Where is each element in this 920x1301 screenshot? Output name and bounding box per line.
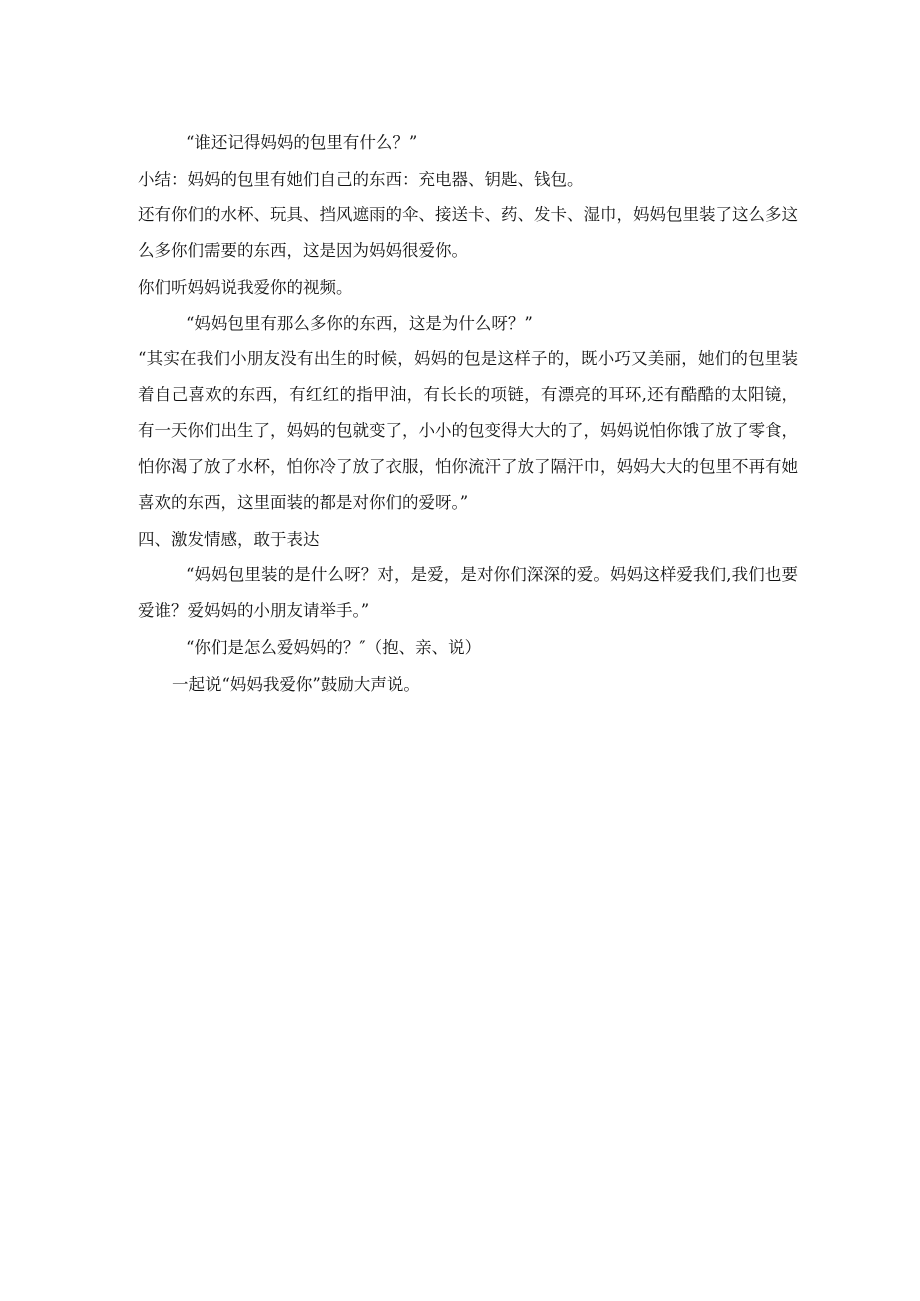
paragraph-summary: 小结：妈妈的包里有她们自己的东西：充电器、钥匙、钱包。 [138, 170, 584, 189]
paragraph-love: “妈妈包里装的是什么呀？对，是爱，是对你们深深的爱。妈妈这样爱我们,我们也要爱谁？爱妈妈的小朋友请举手。” [138, 565, 798, 620]
paragraph-how-love: “你们是怎么爱妈妈的？″（抱、亲、说） [186, 638, 482, 657]
paragraph-question-why: “妈妈包里有那么多你的东西，这是为什么呀？” [186, 314, 533, 333]
paragraph-items-list: 还有你们的水杯、玩具、挡风遮雨的伞、接送卡、药、发卡、湿巾，妈妈包里装了这么多这么多你们需要的东西，这是因为妈妈很爱你。 [138, 205, 798, 260]
paragraph-question-bag: “谁还记得妈妈的包里有什么？” [186, 133, 418, 152]
paragraph-story: “其实在我们小朋友没有出生的时候，妈妈的包是这样子的，既小巧又美丽，她们的包里装着自己喜欢的东西，有红红的指甲油，有长长的项链，有漂亮的耳环,还有酷酷的太阳镜，有一天你们出生了，妈妈的包就变了，小小的包变得大大的了，妈妈说怕你饿了放了零食，怕你渴了放了水杯，怕你冷了放了衣服，怕你流汗了放了隔汗巾，妈妈大大的包里不再有她喜欢的东西，这里面装的都是对你们的爱呀。” [138, 349, 798, 512]
paragraph-video: 你们听妈妈说我爱你的视频。 [138, 278, 353, 297]
paragraph-say-love: 一起说“妈妈我爱你”鼓励大声说。 [172, 675, 420, 694]
section-heading-four: 四、激发情感，敢于表达 [138, 530, 320, 549]
